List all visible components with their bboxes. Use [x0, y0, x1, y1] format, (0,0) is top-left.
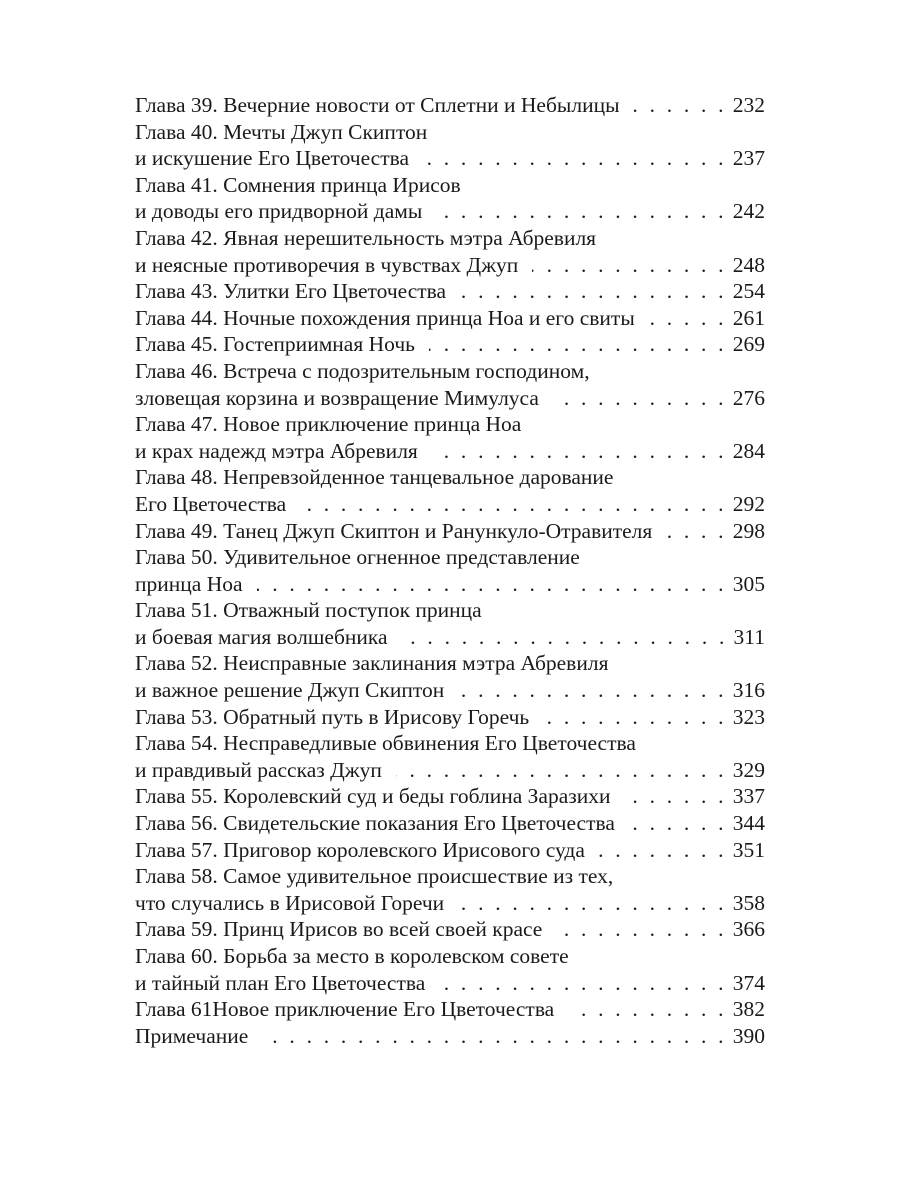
toc-entry [135, 172, 765, 225]
toc-entry-last-line [135, 890, 765, 917]
toc-entry [135, 411, 765, 464]
toc-page-number: 382 [732, 997, 765, 1022]
toc-entry-title: Глава 43. Улитки Его Цветочества [135, 279, 447, 304]
toc-page-number: 269 [732, 332, 765, 357]
toc-entry-last-line [135, 837, 765, 864]
toc-entry [135, 597, 765, 650]
toc-entry-title: и правдивый рассказ Джуп [135, 757, 382, 782]
toc-entry [135, 544, 765, 597]
toc-entry-line [135, 730, 765, 757]
toc-page-number: 390 [732, 1023, 765, 1048]
dot-leader [634, 92, 727, 119]
toc-entry-last-line [135, 677, 765, 704]
toc-entry-title: Глава 51. Отважный поступок принца [135, 598, 482, 623]
dot-leader [649, 305, 727, 332]
dot-leader [436, 198, 726, 225]
toc-entry [135, 225, 765, 278]
toc-page-number: 329 [732, 757, 765, 782]
toc-entry-last-line [135, 996, 765, 1023]
toc-entry-title: зловещая корзина и возвращение Мимулуса [135, 385, 539, 410]
toc-page-number: 254 [732, 279, 765, 304]
dot-leader [599, 837, 727, 864]
dot-leader [423, 145, 727, 172]
dot-leader [429, 331, 727, 358]
toc-entry [135, 1023, 765, 1050]
toc-entry-title: Глава 50. Удивительное огненное представление [135, 545, 580, 570]
toc-entry-title: Глава 40. Мечты Джуп Скиптон [135, 119, 428, 144]
toc-entry [135, 783, 765, 810]
toc-entry [135, 863, 765, 916]
toc-page-number: 351 [732, 837, 765, 862]
toc-entry-title: Глава 60. Борьба за место в королевском совете [135, 944, 569, 968]
toc-entry-line [135, 863, 765, 890]
toc-entry-last-line [135, 438, 765, 465]
dot-leader [543, 704, 727, 731]
toc-entry-last-line [135, 198, 765, 225]
dot-leader [625, 783, 727, 810]
toc-entry-last-line [135, 252, 765, 279]
toc-entry [135, 278, 765, 305]
toc-entry [135, 92, 765, 119]
dot-leader [568, 996, 727, 1023]
toc-entry-title: Глава 55. Королевский суд и беды гоблина Заразихи [135, 784, 611, 809]
toc-entry [135, 704, 765, 731]
dot-leader [402, 624, 728, 651]
toc-page-number: 237 [732, 146, 765, 171]
toc-entry-last-line [135, 757, 765, 784]
toc-page-number: 276 [732, 385, 765, 410]
toc-entry-title: Глава 49. Танец Джуп Скиптон и Ранункуло-Отравителя [135, 518, 653, 543]
toc-page-number: 316 [732, 678, 765, 703]
dot-leader [553, 385, 727, 412]
toc-entry-title: Глава 44. Ночные похождения принца Ноа и его свиты [135, 305, 635, 330]
toc-entry-title: Глава 39. Вечерние новости от Сплетни и Небылицы [135, 93, 620, 117]
toc-entry-title: Его Цветочества [135, 491, 287, 516]
toc-entry-title: Глава 48. Непревзойденное танцевальное дарование [135, 465, 614, 490]
toc-entry-last-line [135, 385, 765, 412]
toc-entry [135, 305, 765, 332]
toc-entry-line [135, 411, 765, 438]
toc-entry-title: Глава 61Новое приключение Его Цветочества [135, 997, 555, 1022]
toc-page-number: 292 [732, 491, 765, 516]
toc-page-number: 311 [733, 624, 765, 649]
toc-entry-title: Глава 58. Самое удивительное происшествие из тех, [135, 864, 614, 889]
table-of-contents [135, 92, 765, 1049]
toc-page-number: 284 [732, 438, 765, 463]
toc-entry [135, 810, 765, 837]
toc-entry [135, 650, 765, 703]
toc-entry-title: Примечание [135, 1023, 249, 1048]
dot-leader [556, 916, 726, 943]
toc-entry-title: Глава 42. Явная нерешительность мэтра Абревиля [135, 225, 597, 250]
toc-page-number: 298 [732, 518, 765, 543]
toc-entry [135, 730, 765, 783]
toc-entry-title: и тайный план Его Цветочества [135, 970, 426, 995]
toc-entry-line [135, 943, 765, 970]
toc-entry-title: и неясные противоречия в чувствах Джуп [135, 252, 519, 277]
dot-leader [458, 890, 727, 917]
toc-entry [135, 331, 765, 358]
toc-entry-last-line [135, 305, 765, 332]
toc-entry [135, 119, 765, 172]
toc-entry-title: Глава 41. Сомнения принца Ирисов [135, 172, 461, 197]
toc-entry-title: принца Ноа [135, 571, 243, 596]
dot-leader [300, 491, 727, 518]
toc-entry-title: Глава 53. Обратный путь в Ирисову Горечь [135, 704, 530, 729]
dot-leader [666, 518, 726, 545]
toc-page-number: 261 [732, 305, 765, 330]
toc-entry-title: и доводы его придворной дамы [135, 199, 423, 224]
toc-entry-line [135, 225, 765, 252]
toc-entry-line [135, 119, 765, 146]
toc-page-number: 248 [732, 252, 765, 277]
toc-entry-line [135, 464, 765, 491]
toc-page-number: 242 [732, 199, 765, 224]
toc-entry-last-line [135, 1023, 765, 1050]
toc-entry-title: Глава 57. Приговор королевского Ирисового суда [135, 837, 585, 862]
dot-leader [262, 1023, 726, 1050]
toc-entry-title: Глава 45. Гостеприимная Ночь [135, 332, 415, 357]
toc-entry-title: Глава 47. Новое приключение принца Ноа [135, 412, 522, 437]
dot-leader [396, 757, 727, 784]
toc-entry [135, 464, 765, 517]
toc-entry [135, 837, 765, 864]
toc-entry-title: Глава 46. Встреча с подозрительным господином, [135, 358, 590, 383]
toc-page-number: 337 [732, 784, 765, 809]
toc-entry-line [135, 358, 765, 385]
toc-entry-last-line [135, 278, 765, 305]
dot-leader [439, 970, 726, 997]
toc-entry [135, 358, 765, 411]
toc-entry-last-line [135, 970, 765, 997]
toc-entry-last-line [135, 491, 765, 518]
toc-entry [135, 996, 765, 1023]
toc-entry-title: и боевая магия волшебника [135, 624, 388, 649]
toc-entry-line [135, 172, 765, 199]
toc-page-number: 232 [732, 93, 765, 117]
toc-page-number: 358 [732, 890, 765, 915]
toc-entry-title: Глава 59. Принц Ирисов во всей своей красе [135, 917, 543, 942]
toc-entry-line [135, 650, 765, 677]
toc-page-number: 344 [732, 811, 765, 836]
toc-entry-title: что случались в Ирисовой Горечи [135, 890, 445, 915]
toc-entry-last-line [135, 145, 765, 172]
toc-entry-last-line [135, 624, 765, 651]
toc-entry [135, 943, 765, 996]
toc-page-number: 374 [732, 970, 765, 995]
toc-entry-last-line [135, 571, 765, 598]
toc-entry-title: и искушение Его Цветочества [135, 146, 410, 171]
toc-entry [135, 916, 765, 943]
toc-page-number: 305 [732, 571, 765, 596]
dot-leader [432, 438, 727, 465]
toc-page-number: 323 [732, 704, 765, 729]
toc-entry-last-line [135, 810, 765, 837]
toc-entry-last-line [135, 92, 765, 119]
toc-entry-last-line [135, 783, 765, 810]
dot-leader [257, 571, 727, 598]
toc-entry [135, 518, 765, 545]
toc-entry-last-line [135, 704, 765, 731]
toc-entry-last-line [135, 916, 765, 943]
toc-entry-title: и крах надежд мэтра Абревиля [135, 438, 418, 463]
toc-entry-line [135, 544, 765, 571]
dot-leader [629, 810, 727, 837]
toc-entry-line [135, 597, 765, 624]
toc-entry-title: и важное решение Джуп Скиптон [135, 678, 445, 703]
toc-entry-title: Глава 54. Несправедливые обвинения Его Цветочества [135, 731, 636, 756]
dot-leader [532, 252, 726, 279]
toc-entry-last-line [135, 331, 765, 358]
toc-entry-title: Глава 56. Свидетельские показания Его Цветочества [135, 811, 615, 836]
dot-leader [458, 677, 727, 704]
toc-entry-last-line [135, 518, 765, 545]
toc-entry-title: Глава 52. Неисправные заклинания мэтра Абревиля [135, 651, 609, 676]
toc-page-number: 366 [732, 917, 765, 942]
dot-leader [460, 278, 727, 305]
